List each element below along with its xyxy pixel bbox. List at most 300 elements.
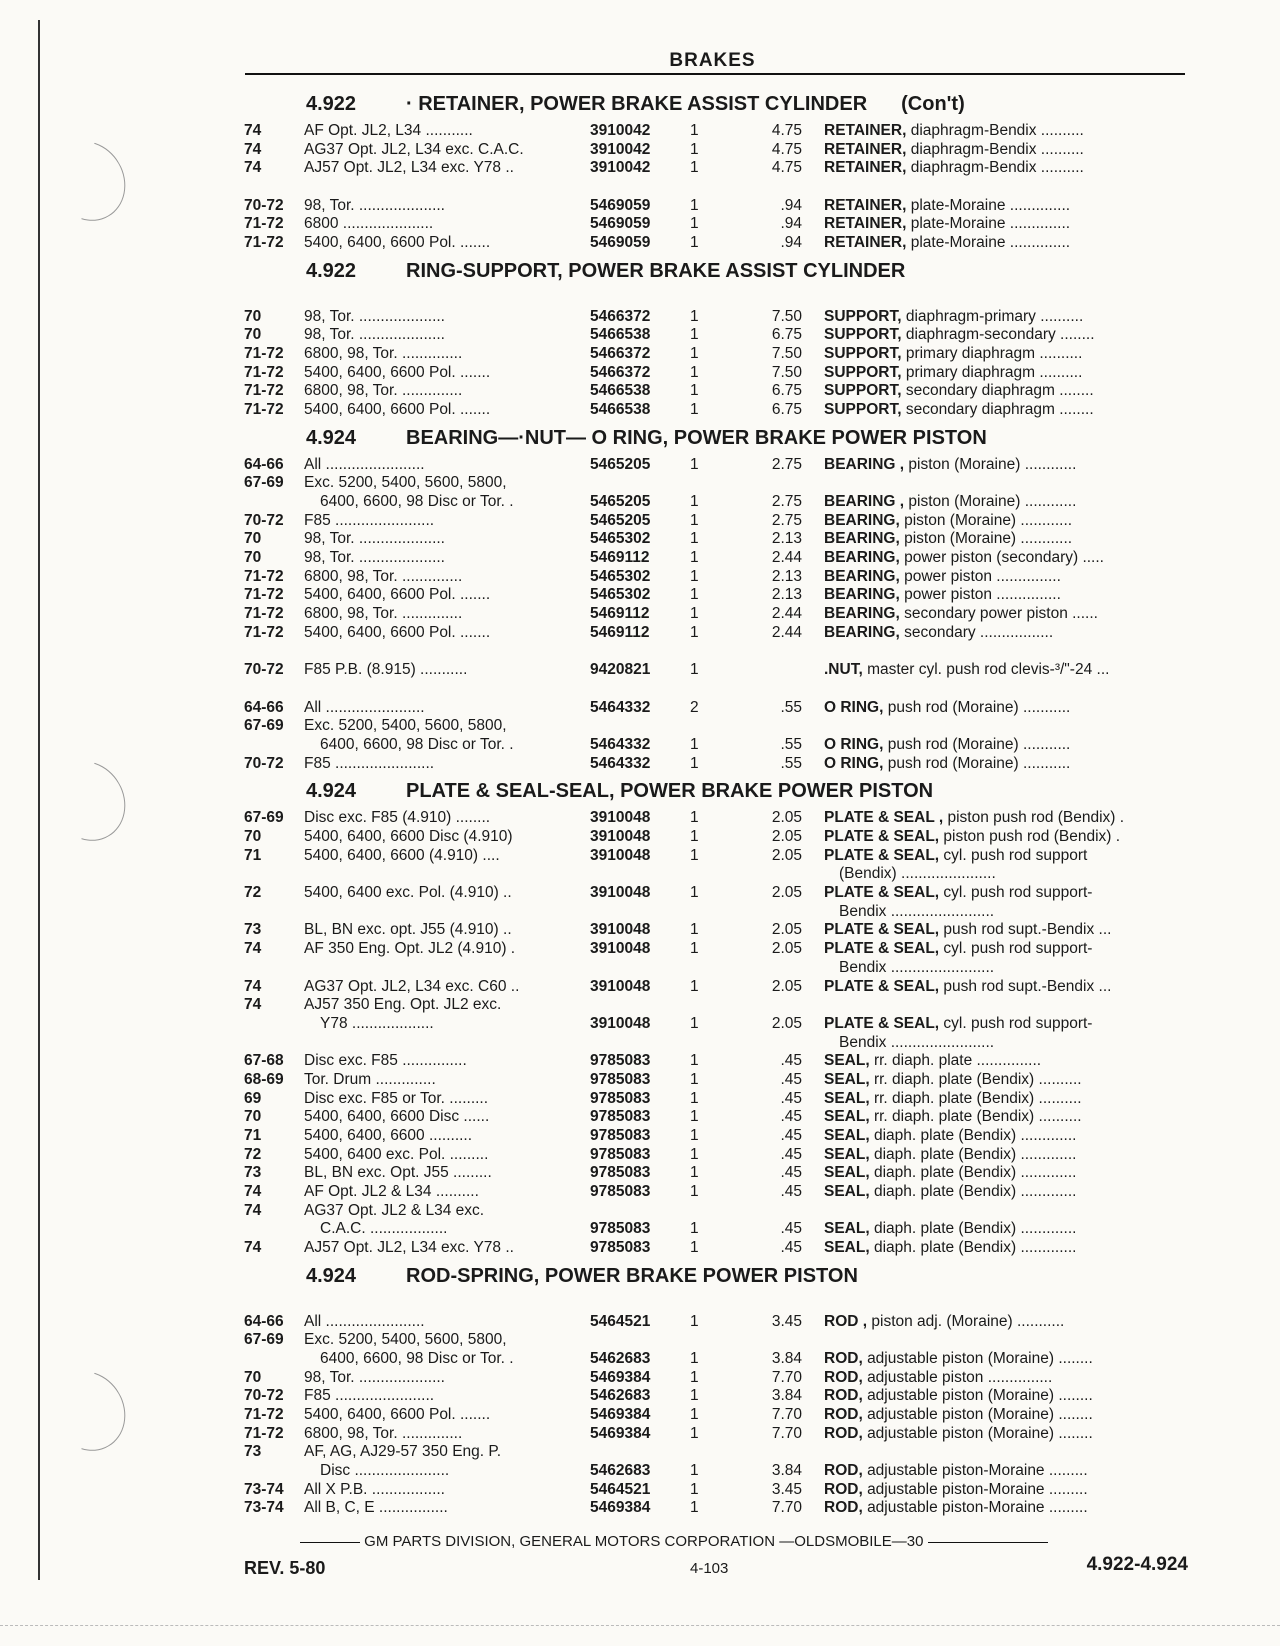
parts-row bbox=[244, 828, 1189, 847]
row-spacer bbox=[244, 643, 1189, 662]
row-spacer bbox=[244, 680, 1189, 699]
parts-row bbox=[244, 661, 1189, 680]
application: 5400, 6400, 6600 Pol. ....... bbox=[304, 623, 491, 641]
parts-row bbox=[244, 493, 1189, 512]
model-year: 70 bbox=[244, 549, 262, 567]
parts-row bbox=[244, 1425, 1189, 1444]
model-year: 71-72 bbox=[244, 344, 284, 362]
part-detail: master cyl. push rod clevis-³/"-24 ... bbox=[867, 661, 1110, 679]
quantity: 1 bbox=[690, 1480, 699, 1498]
part-number: 5464521 bbox=[590, 1480, 651, 1498]
quantity: 1 bbox=[690, 1089, 699, 1107]
application: Exc. 5200, 5400, 5600, 5800, bbox=[304, 1331, 507, 1349]
part-name: ROD, bbox=[824, 1462, 863, 1479]
footer-publisher-line bbox=[300, 1533, 1185, 1553]
part-description bbox=[824, 308, 1194, 327]
page-number: 4-103 bbox=[690, 1560, 729, 1577]
part-number: 3910048 bbox=[590, 977, 651, 995]
parts-row bbox=[244, 1108, 1189, 1127]
part-name: BEARING, bbox=[824, 605, 900, 623]
part-description bbox=[824, 1239, 1194, 1258]
model-year: 71-72 bbox=[244, 400, 284, 418]
parts-row bbox=[244, 1015, 1189, 1034]
application: 5400, 6400, 6600 Pol. ....... bbox=[304, 586, 491, 604]
parts-row bbox=[244, 736, 1189, 755]
part-number: 5466538 bbox=[590, 382, 651, 400]
part-description bbox=[824, 1406, 1194, 1425]
quantity: 1 bbox=[690, 1220, 699, 1238]
row-spacer bbox=[244, 289, 1189, 308]
parts-row bbox=[244, 959, 1189, 978]
quantity: 1 bbox=[690, 1145, 699, 1163]
part-name: ROD, bbox=[824, 1424, 863, 1442]
application: All B, C, E ................ bbox=[304, 1499, 448, 1517]
quantity: 1 bbox=[690, 1424, 699, 1442]
part-detail: diaph. plate (Bendix) ............. bbox=[873, 1164, 1077, 1182]
part-detail: power piston ............... bbox=[904, 567, 1061, 585]
parts-row bbox=[244, 512, 1189, 531]
application: 5400, 6400, 6600 Pol. ....... bbox=[304, 363, 491, 381]
parts-row bbox=[244, 809, 1189, 828]
price: .45 bbox=[780, 1108, 802, 1126]
part-number: 5466538 bbox=[590, 400, 651, 418]
part-number: 3910048 bbox=[590, 1014, 651, 1032]
model-year: 74 bbox=[244, 140, 262, 158]
part-description bbox=[824, 1015, 1194, 1034]
application: F85 ....................... bbox=[304, 754, 435, 772]
part-name: BEARING , bbox=[824, 455, 905, 473]
part-name: PLATE & SEAL, bbox=[824, 884, 940, 902]
parts-row bbox=[244, 1331, 1189, 1350]
quantity: 1 bbox=[690, 977, 699, 995]
part-description bbox=[824, 1146, 1194, 1165]
part-number: 5466372 bbox=[590, 363, 651, 381]
price: 2.05 bbox=[771, 921, 802, 939]
part-name: SEAL, bbox=[824, 1220, 870, 1238]
price: .94 bbox=[780, 215, 802, 233]
part-detail: secondary diaphragm ........ bbox=[905, 382, 1094, 400]
price: .45 bbox=[780, 1070, 802, 1088]
part-name: SUPPORT, bbox=[824, 382, 902, 400]
part-number: 9785083 bbox=[590, 1239, 651, 1257]
part-description bbox=[824, 736, 1194, 755]
part-number: 5462683 bbox=[590, 1349, 651, 1367]
part-name: SEAL, bbox=[824, 1164, 870, 1182]
price: 3.84 bbox=[771, 1387, 802, 1405]
parts-row bbox=[244, 122, 1189, 141]
part-detail: push rod (Moraine) ........... bbox=[887, 754, 1071, 772]
price: 7.70 bbox=[771, 1424, 802, 1442]
part-name: RETAINER, bbox=[824, 234, 907, 252]
parts-row bbox=[244, 1387, 1189, 1406]
part-description bbox=[824, 1127, 1194, 1146]
part-description bbox=[824, 382, 1194, 401]
quantity: 1 bbox=[690, 307, 699, 325]
part-description bbox=[824, 605, 1194, 624]
parts-row bbox=[244, 717, 1189, 736]
part-description bbox=[824, 1462, 1194, 1481]
part-name: RETAINER, bbox=[824, 140, 907, 158]
part-number: 9420821 bbox=[590, 661, 651, 679]
parts-row bbox=[244, 474, 1189, 493]
price: .45 bbox=[780, 1052, 802, 1070]
part-number: 5465205 bbox=[590, 493, 651, 510]
part-description bbox=[824, 401, 1194, 420]
price: 2.05 bbox=[771, 884, 802, 902]
parts-row bbox=[244, 1127, 1189, 1146]
part-name: ROD, bbox=[824, 1405, 863, 1423]
part-name: PLATE & SEAL, bbox=[824, 1014, 940, 1032]
part-description bbox=[824, 1052, 1194, 1071]
price: 7.70 bbox=[771, 1499, 802, 1517]
section-heading bbox=[244, 773, 1189, 809]
part-description bbox=[824, 1387, 1194, 1406]
part-number: 5464332 bbox=[590, 754, 651, 772]
part-description bbox=[824, 809, 1194, 828]
section-continued-label: (Con't) bbox=[901, 93, 965, 115]
parts-row bbox=[244, 308, 1189, 327]
parts-row bbox=[244, 530, 1189, 549]
model-year: 69 bbox=[244, 1089, 262, 1107]
application: AG37 Opt. JL2, L34 exc. C.A.C. bbox=[304, 140, 524, 158]
application: 5400, 6400, 6600 (4.910) .... bbox=[304, 846, 500, 864]
parts-row bbox=[244, 159, 1189, 178]
part-name: PLATE & SEAL, bbox=[824, 977, 940, 995]
parts-row bbox=[244, 401, 1189, 420]
parts-row bbox=[244, 234, 1189, 253]
part-name: ROD, bbox=[824, 1387, 863, 1405]
part-name: BEARING, bbox=[824, 549, 900, 567]
model-year: 71-72 bbox=[244, 1405, 284, 1423]
part-number: 3910048 bbox=[590, 921, 651, 939]
section-heading bbox=[244, 253, 1189, 289]
price: .55 bbox=[780, 754, 802, 772]
part-description bbox=[824, 1499, 1194, 1518]
part-description bbox=[824, 1090, 1194, 1109]
part-name: PLATE & SEAL, bbox=[824, 846, 940, 864]
part-name: RETAINER, bbox=[824, 122, 907, 139]
part-description bbox=[824, 978, 1194, 997]
parts-row bbox=[244, 586, 1189, 605]
part-name: RETAINER, bbox=[824, 196, 907, 214]
part-detail: rr. diaph. plate (Bendix) .......... bbox=[873, 1089, 1082, 1107]
application: 5400, 6400, 6600 .......... bbox=[304, 1127, 473, 1144]
application: F85 P.B. (8.915) ........... bbox=[304, 661, 468, 679]
model-year: 72 bbox=[244, 884, 262, 902]
model-year: 73-74 bbox=[244, 1480, 284, 1498]
part-number: 9785083 bbox=[590, 1220, 651, 1238]
application: 6800, 98, Tor. .............. bbox=[304, 567, 463, 585]
price: 2.05 bbox=[771, 977, 802, 995]
price: 2.13 bbox=[771, 586, 802, 604]
part-detail: Bendix ........................ bbox=[839, 1033, 995, 1051]
part-detail: diaph. plate (Bendix) ............. bbox=[873, 1220, 1077, 1238]
quantity: 1 bbox=[690, 1349, 699, 1367]
model-year: 74 bbox=[244, 940, 262, 958]
punch-hole-top bbox=[36, 127, 139, 234]
part-name: SEAL, bbox=[824, 1145, 870, 1163]
part-name: SUPPORT, bbox=[824, 400, 902, 418]
model-year: 70-72 bbox=[244, 511, 284, 529]
model-year: 70 bbox=[244, 530, 262, 548]
price: 2.05 bbox=[771, 828, 802, 845]
quantity: 1 bbox=[690, 1462, 699, 1479]
price: 2.44 bbox=[771, 623, 802, 641]
part-name: RETAINER, bbox=[824, 215, 907, 233]
parts-row bbox=[244, 699, 1189, 718]
part-number: 9785083 bbox=[590, 1089, 651, 1107]
quantity: 1 bbox=[690, 1312, 699, 1330]
part-detail: piston push rod (Bendix) . bbox=[947, 809, 1125, 827]
application: AJ57 Opt. JL2, L34 exc. Y78 .. bbox=[304, 159, 514, 177]
part-description bbox=[824, 828, 1194, 847]
part-name: SUPPORT, bbox=[824, 344, 902, 362]
application: 5400, 6400, 6600 Pol. ....... bbox=[304, 400, 491, 418]
parts-row bbox=[244, 1183, 1189, 1202]
parts-row bbox=[244, 1481, 1189, 1500]
part-name: PLATE & SEAL , bbox=[824, 809, 944, 827]
part-description bbox=[824, 1220, 1194, 1239]
part-description bbox=[824, 1481, 1194, 1500]
part-description bbox=[824, 549, 1194, 568]
part-detail: cyl. push rod support- bbox=[943, 884, 1093, 902]
quantity: 1 bbox=[690, 1239, 699, 1257]
price: 2.05 bbox=[771, 846, 802, 864]
model-year: 71-72 bbox=[244, 234, 284, 252]
part-number: 5462683 bbox=[590, 1462, 651, 1479]
part-number: 9785083 bbox=[590, 1108, 651, 1126]
section-heading bbox=[244, 86, 1189, 122]
part-description bbox=[839, 865, 1209, 884]
parts-row bbox=[244, 921, 1189, 940]
model-year: 70 bbox=[244, 1108, 262, 1126]
model-year: 70 bbox=[244, 828, 262, 845]
part-detail: plate-Moraine .............. bbox=[910, 196, 1071, 214]
price: 3.45 bbox=[771, 1480, 802, 1498]
application: AG37 Opt. JL2 & L34 exc. bbox=[304, 1201, 485, 1219]
part-detail: push rod (Moraine) ........... bbox=[887, 698, 1071, 716]
section-heading bbox=[244, 1258, 1189, 1294]
price: 2.44 bbox=[771, 605, 802, 623]
part-detail: secondary diaphragm ........ bbox=[905, 400, 1094, 418]
quantity: 1 bbox=[690, 530, 699, 548]
parts-row bbox=[244, 1052, 1189, 1071]
part-detail: cyl. push rod support- bbox=[943, 940, 1093, 958]
quantity: 1 bbox=[690, 809, 699, 827]
application: 5400, 6400, 6600 Disc (4.910) bbox=[304, 828, 513, 845]
application: C.A.C. .................. bbox=[320, 1220, 448, 1238]
price: 4.75 bbox=[771, 140, 802, 158]
part-detail: adjustable piston (Moraine) ........ bbox=[867, 1349, 1093, 1367]
model-year: 71 bbox=[244, 846, 262, 864]
part-detail: diaphragm-Bendix .......... bbox=[910, 140, 1084, 158]
model-year: 71-72 bbox=[244, 1424, 284, 1442]
price: 7.50 bbox=[771, 363, 802, 381]
parts-row bbox=[244, 1499, 1189, 1518]
quantity: 1 bbox=[690, 363, 699, 381]
model-year: 74 bbox=[244, 996, 262, 1014]
part-detail: cyl. push rod support- bbox=[943, 1014, 1093, 1032]
part-number: 3910048 bbox=[590, 809, 651, 827]
application: Disc exc. F85 ............... bbox=[304, 1052, 467, 1070]
application: 6800, 98, Tor. .............. bbox=[304, 1424, 463, 1442]
part-detail: power piston ............... bbox=[904, 586, 1061, 604]
model-year: 71 bbox=[244, 1127, 262, 1144]
part-number: 5464332 bbox=[590, 698, 651, 716]
quantity: 1 bbox=[690, 1127, 699, 1144]
part-description bbox=[839, 1034, 1209, 1053]
part-number: 5466538 bbox=[590, 326, 651, 344]
part-description bbox=[824, 1108, 1194, 1127]
application: 6400, 6600, 98 Disc or Tor. . bbox=[320, 1349, 514, 1367]
part-number: 9785083 bbox=[590, 1183, 651, 1201]
quantity: 1 bbox=[690, 1164, 699, 1182]
quantity: 1 bbox=[690, 1405, 699, 1423]
punch-hole-bottom bbox=[36, 1357, 139, 1464]
part-description bbox=[824, 1313, 1194, 1332]
quantity: 1 bbox=[690, 1499, 699, 1517]
part-detail: piston (Moraine) ............ bbox=[908, 455, 1077, 473]
model-year: 70-72 bbox=[244, 196, 284, 214]
part-detail: piston (Moraine) ............ bbox=[908, 493, 1077, 510]
section-number: 4.924 bbox=[306, 426, 357, 449]
application: AG37 Opt. JL2, L34 exc. C60 .. bbox=[304, 977, 520, 995]
application: BL, BN exc. opt. J55 (4.910) .. bbox=[304, 921, 512, 939]
part-name: SEAL, bbox=[824, 1089, 870, 1107]
quantity: 2 bbox=[690, 698, 699, 716]
part-detail: Bendix ........................ bbox=[839, 902, 995, 920]
part-name: ROD, bbox=[824, 1480, 863, 1498]
application: 98, Tor. .................... bbox=[304, 196, 445, 214]
model-year: 74 bbox=[244, 1239, 262, 1257]
model-year: 71-72 bbox=[244, 215, 284, 233]
part-detail: diaph. plate (Bendix) ............. bbox=[873, 1183, 1077, 1201]
part-number: 9785083 bbox=[590, 1145, 651, 1163]
section-number: 4.924 bbox=[306, 1264, 357, 1287]
part-number: 3910042 bbox=[590, 122, 651, 139]
part-name: SUPPORT, bbox=[824, 326, 902, 344]
application: 6400, 6600, 98 Disc or Tor. . bbox=[320, 735, 514, 753]
price: 3.84 bbox=[771, 1462, 802, 1479]
price: .45 bbox=[780, 1164, 802, 1182]
price: .55 bbox=[780, 698, 802, 716]
model-year: 64-66 bbox=[244, 455, 284, 473]
part-name: PLATE & SEAL, bbox=[824, 828, 940, 845]
part-detail: rr. diaph. plate ............... bbox=[873, 1052, 1042, 1070]
price: 3.45 bbox=[771, 1312, 802, 1330]
parts-row bbox=[244, 1146, 1189, 1165]
quantity: 1 bbox=[690, 234, 699, 252]
model-year: 64-66 bbox=[244, 698, 284, 716]
quantity: 1 bbox=[690, 754, 699, 772]
price: 2.05 bbox=[771, 1014, 802, 1032]
application: 5400, 6400 exc. Pol. (4.910) .. bbox=[304, 884, 512, 902]
parts-row bbox=[244, 364, 1189, 383]
part-name: BEARING, bbox=[824, 530, 900, 548]
parts-catalog-content bbox=[244, 86, 1189, 1518]
part-number: 5469112 bbox=[590, 549, 650, 567]
part-description bbox=[824, 568, 1194, 587]
part-description bbox=[839, 903, 1209, 922]
application: 98, Tor. .................... bbox=[304, 530, 445, 548]
application: AJ57 Opt. JL2, L34 exc. Y78 .. bbox=[304, 1239, 514, 1257]
parts-row bbox=[244, 940, 1189, 959]
price: 7.50 bbox=[771, 307, 802, 325]
model-year: 74 bbox=[244, 977, 262, 995]
part-detail: adjustable piston-Moraine ......... bbox=[867, 1499, 1088, 1517]
model-year: 74 bbox=[244, 122, 262, 139]
parts-row bbox=[244, 1313, 1189, 1332]
parts-row bbox=[244, 605, 1189, 624]
part-description bbox=[824, 884, 1194, 903]
part-description bbox=[824, 1425, 1194, 1444]
footer-publisher-text: GM PARTS DIVISION, GENERAL MOTORS CORPORATION —OLDSMOBILE—30 bbox=[364, 1533, 924, 1550]
application: 98, Tor. .................... bbox=[304, 326, 445, 344]
parts-row bbox=[244, 141, 1189, 160]
part-description bbox=[824, 1369, 1194, 1388]
model-year: 68-69 bbox=[244, 1070, 284, 1088]
row-spacer bbox=[244, 178, 1189, 197]
part-number: 3910048 bbox=[590, 884, 651, 902]
part-description bbox=[824, 122, 1194, 141]
model-year: 67-69 bbox=[244, 1331, 284, 1349]
part-detail: adjustable piston (Moraine) ........ bbox=[867, 1424, 1093, 1442]
model-year: 64-66 bbox=[244, 1312, 284, 1330]
price: 2.75 bbox=[771, 455, 802, 473]
model-year: 71-72 bbox=[244, 382, 284, 400]
price: 2.75 bbox=[771, 511, 802, 529]
quantity: 1 bbox=[690, 196, 699, 214]
model-year: 70-72 bbox=[244, 754, 284, 772]
part-number: 5465302 bbox=[590, 586, 651, 604]
part-description bbox=[824, 530, 1194, 549]
model-year: 71-72 bbox=[244, 567, 284, 585]
revision-label: REV. 5-80 bbox=[244, 1558, 326, 1578]
part-name: O RING, bbox=[824, 754, 884, 772]
application: All ....................... bbox=[304, 698, 425, 716]
parts-row bbox=[244, 549, 1189, 568]
application: 5400, 6400 exc. Pol. ......... bbox=[304, 1145, 489, 1163]
part-description bbox=[824, 345, 1194, 364]
parts-row bbox=[244, 1071, 1189, 1090]
model-year: 70-72 bbox=[244, 1387, 284, 1405]
parts-row bbox=[244, 1462, 1189, 1481]
part-name: PLATE & SEAL, bbox=[824, 921, 940, 939]
quantity: 1 bbox=[690, 400, 699, 418]
model-year: 73 bbox=[244, 921, 262, 939]
price: .55 bbox=[780, 735, 802, 753]
model-year: 74 bbox=[244, 1201, 262, 1219]
page-binding-edge bbox=[38, 20, 40, 1580]
part-number: 5464521 bbox=[590, 1312, 651, 1330]
quantity: 1 bbox=[690, 215, 699, 233]
model-year: 67-69 bbox=[244, 809, 284, 827]
part-detail: push rod supt.-Bendix ... bbox=[943, 977, 1112, 995]
part-number: 5469384 bbox=[590, 1368, 651, 1386]
quantity: 1 bbox=[690, 1070, 699, 1088]
price: .45 bbox=[780, 1239, 802, 1257]
quantity: 1 bbox=[690, 846, 699, 864]
section-title: PLATE & SEAL-SEAL, POWER BRAKE POWER PISTON bbox=[406, 780, 934, 803]
model-year: 71-72 bbox=[244, 623, 284, 641]
part-description bbox=[824, 141, 1194, 160]
application: AJ57 350 Eng. Opt. JL2 exc. bbox=[304, 996, 502, 1014]
quantity: 1 bbox=[690, 586, 699, 604]
section-heading bbox=[244, 420, 1189, 456]
parts-row bbox=[244, 1034, 1189, 1053]
part-description bbox=[824, 624, 1194, 643]
part-name: SEAL, bbox=[824, 1183, 870, 1201]
